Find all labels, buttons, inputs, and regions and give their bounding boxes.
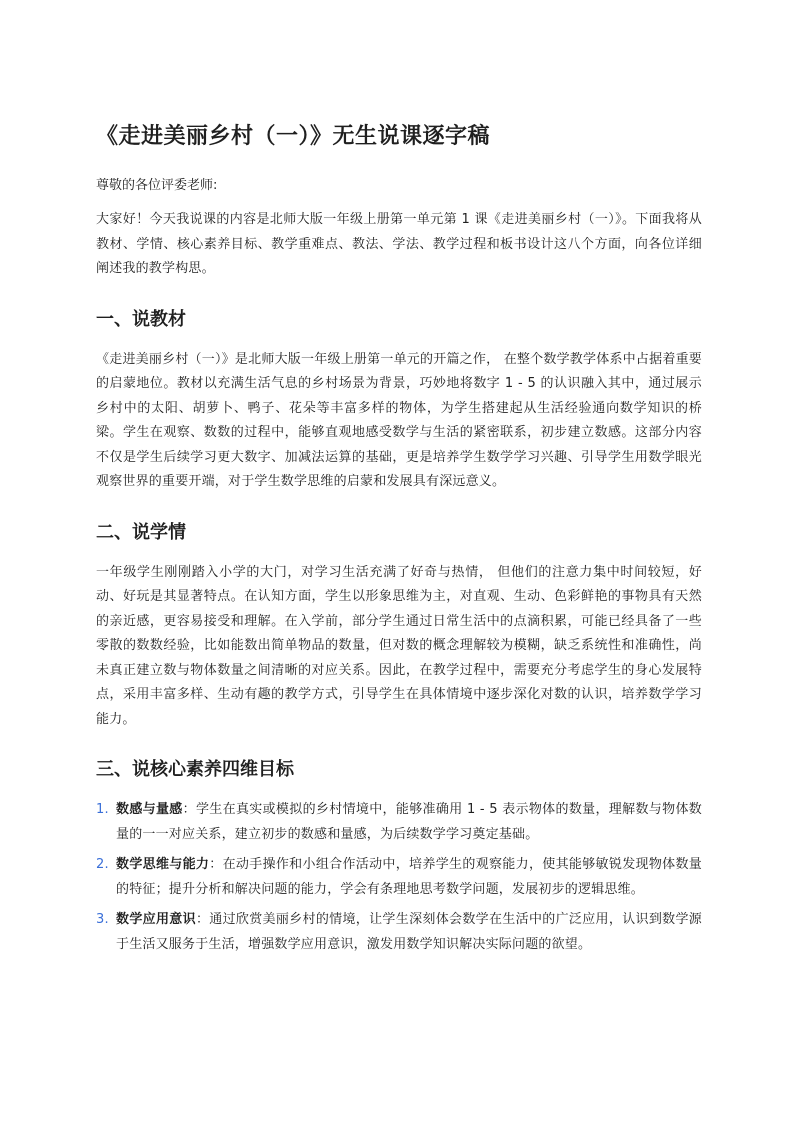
document-title: 《走进美丽乡村（一）》无生说课逐字稿 [96,124,491,149]
intro-paragraph: 大家好！今天我说课的内容是北师大版一年级上册第一单元第 1 课《走进美丽乡村（一）》。下面我将从教材、学情、核心素养目标、教学重难点、教法、学法、教学过程和板书设计这八个方面，向各位详细阐述我的教学构思。 [96,212,702,276]
goal-item-number-sense [96,798,702,847]
goal-number: 3. [96,912,109,927]
goal-text: ：通过欣赏美丽乡村的情境，让学生深刻体会数学在生活中的广泛应用，认识到数学源于生活又服务于生活，增强数学应用意识，激发用数学知识解决实际问题的欲望。 [116,912,703,952]
section-body-textbook: 《走进美丽乡村（一）》是北师大版一年级上册第一单元的开篇之作， 在整个数学教学体系中占据着重要的启蒙地位。教材以充满生活气息的乡村场景为背景，巧妙地将数字 1 - 5 的认识融入其中，通过展示乡村中的太阳、胡萝卜、鸭子、花朵等丰富多样的物体，为学生搭建起从生活经验通向数学知识的桥梁。学生在观察、数数的过程中，能够直观地感受数学与生活的紧密联系，初步建立数感。这部分内容不仅是学生后续学习更大数字、加减法运算的基础，更是培养学生数学学习兴趣、引导学生用数学眼光观察世界的重要开端，对于学生数学思维的启蒙和发展具有深远意义。 [96,351,702,489]
goal-term: 数学思维与能力 [116,857,210,872]
salutation: 尊敬的各位评委老师: [96,178,218,193]
section-heading-student-analysis: 二、说学情 [96,521,186,543]
section-textbook [96,306,702,495]
goal-item-application [96,908,702,957]
section-body-student-analysis: 一年级学生刚刚踏入小学的大门，对学习生活充满了好奇与热情， 但他们的注意力集中时间较短，好动、好玩是其显著特点。在认知方面，学生以形象思维为主，对直观、生动、色彩鲜艳的事物具有天然的亲近感，更容易接受和理解。在入学前，部分学生通过日常生活中的点滴积累，可能已经具备了一些零散的数数经验，比如能数出简单物品的数量，但对数的概念理解较为模糊，缺乏系统性和准确性，尚未真正建立数与物体数量之间清晰的对应关系。因此，在教学过程中，需要充分考虑学生的身心发展特点，采用丰富多样、生动有趣的教学方式，引导学生在具体情境中逐步深化对数的认识，培养数学学习能力。 [96,564,702,727]
document-page [96,120,702,963]
section-heading-core-goals: 三、说核心素养四维目标 [96,759,294,780]
section-core-goals [96,756,702,957]
section-student-analysis [96,519,702,733]
goals-list [96,798,702,957]
section-heading-textbook: 一、说教材 [96,308,186,330]
goal-text: ：在动手操作和小组合作活动中，培养学生的观察能力，使其能够敏锐发现物体数量的特征；提升分析和解决问题的能力，学会有条理地思考数学问题，发展初步的逻辑思维。 [116,857,702,897]
goal-item-thinking [96,853,702,902]
goal-number: 2. [96,857,109,872]
goal-term: 数感与量感 [116,802,183,817]
goal-text: ：学生在真实或模拟的乡村情境中，能够准确用 1 - 5 表示物体的数量，理解数与物体数量的一一对应关系，建立初步的数感和量感，为后续数学学习奠定基础。 [116,802,702,842]
goal-number: 1. [96,802,109,817]
goal-term: 数学应用意识 [116,912,196,927]
